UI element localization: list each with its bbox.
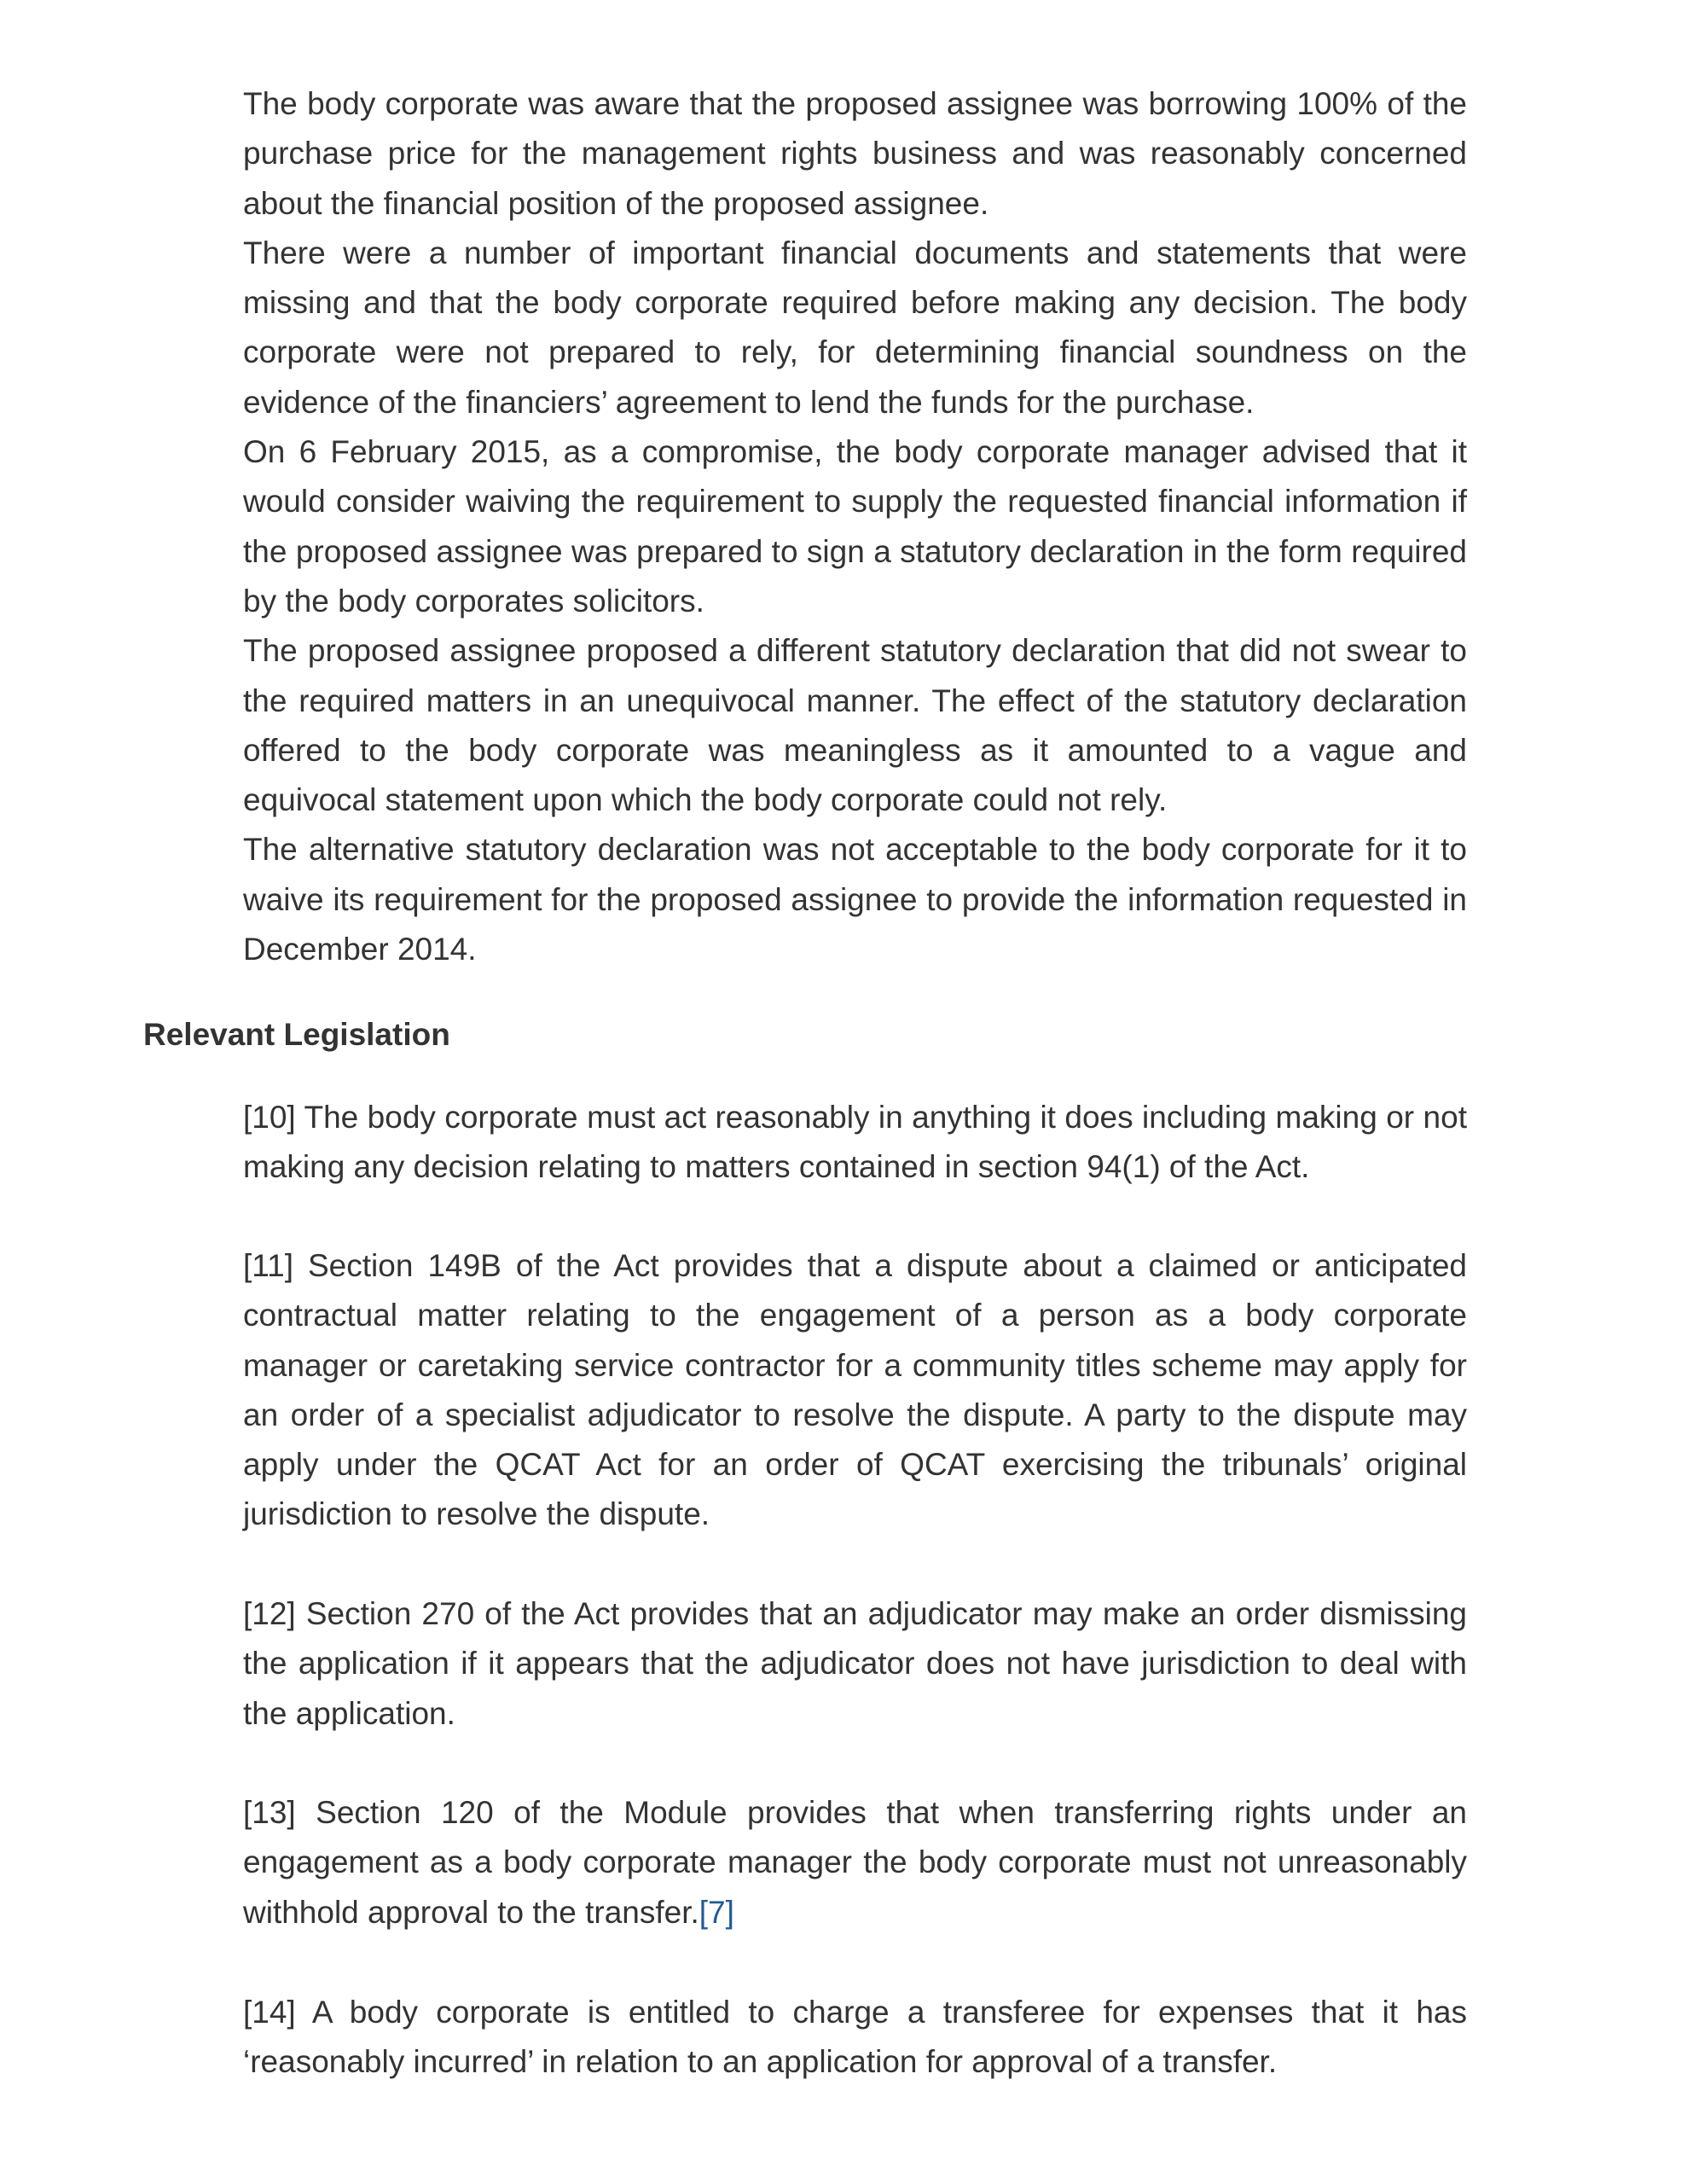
fact-paragraph: The proposed assignee proposed a different statutory declaration that did not swear to the required matters in an unequivocal manner. The effect of the statutory declaration offered to the body corporate was meaningless as it amounted to a vague and equivocal statement upon which the body corporate could not rely. [243,633,1467,818]
paragraph-10-text: [10] The body corporate must act reasonably in anything it does including making or not making any decision relating to matters contained in section 94(1) of the Act. [243,1100,1467,1185]
footnote-link[interactable]: [7] [699,1894,734,1930]
paragraph-13 [243,1788,1467,1937]
facts-block [243,79,1467,974]
paragraph-12-text: [12] Section 270 of the Act provides that an adjudicator may make an order dismissing the application if it appears that the adjudicator does not have jurisdiction to deal with the application. [243,1596,1467,1731]
paragraph-14 [243,1988,1467,2088]
paragraph-14-text: [14] A body corporate is entitled to charge a transferee for expenses that it has ‘reasonably incurred’ in relation to an application for approval of a transfer. [243,1995,1467,2080]
paragraph-13-body [243,1788,1467,1937]
paragraph-13-text: [13] Section 120 of the Module provides that when transferring rights under an engagement as a body corporate manager the body corporate must not unreasonably withhold approval to the transfer. [243,1795,1467,1930]
paragraph-11 [243,1241,1467,1540]
fact-paragraph: There were a number of important financial documents and statements that were missing and that the body corporate required before making any decision. The body corporate were not prepared to rely, for determining financial soundness on the evidence of the financiers’ agreement to lend the funds for the purchase. [243,235,1467,420]
paragraph-10 [243,1093,1467,1193]
fact-paragraph: On 6 February 2015, as a compromise, the body corporate manager advised that it would consider waiving the requirement to supply the requested financial information if the proposed assignee was prepared to sign a statutory declaration in the form required by the body corporates solicitors. [243,434,1467,619]
section-heading: Relevant Legislation [143,1017,450,1052]
fact-paragraph: The alternative statutory declaration was not acceptable to the body corporate for it to waive its requirement for the proposed assignee to provide the information requested in December 2014. [243,832,1467,967]
fact-paragraph: The body corporate was aware that the proposed assignee was borrowing 100% of the purchase price for the management rights business and was reasonably concerned about the financial position of the proposed assignee. [243,86,1467,221]
paragraph-12 [243,1589,1467,1739]
paragraph-11-text: [11] Section 149B of the Act provides that a dispute about a claimed or anticipated contractual matter relating to the engagement of a person as a body corporate manager or caretaking service contractor for a community titles scheme may apply for an order of a specialist adjudicator to resolve the dispute. A party to the dispute may apply under the QCAT Act for an order of QCAT exercising the tribunals’ original jurisdiction to resolve the dispute. [243,1248,1467,1532]
